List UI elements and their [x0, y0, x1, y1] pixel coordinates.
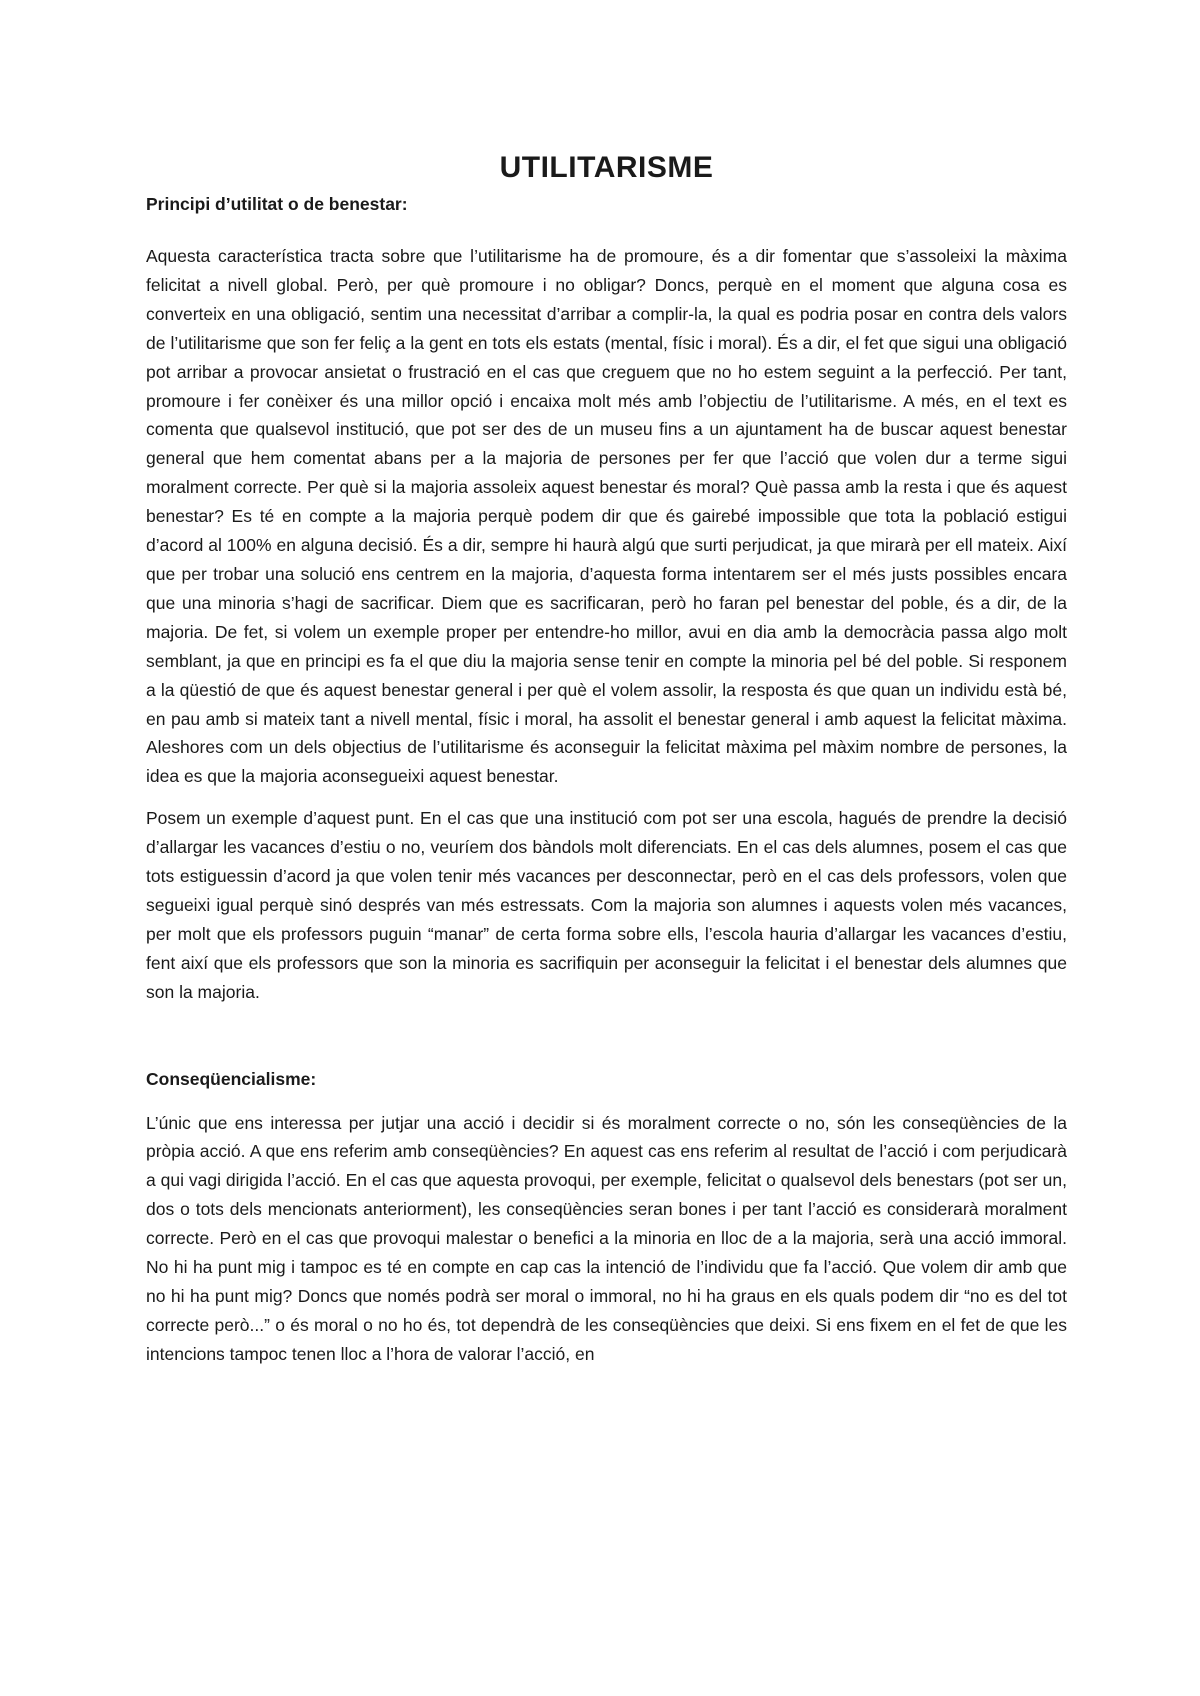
section-heading-consequentialism: Conseqüencialisme: — [146, 1068, 317, 1089]
section-heading-utility-principle: Principi d’utilitat o de benestar: — [146, 194, 408, 214]
paragraph-utility-principle-2: Posem un exemple d’aquest punt. En el cas que una institució com pot ser una escola, hagués de prendre la decisió d’allargar les vacances d’estiu o no, veuríem dos bàndols molt diferenciats. En el cas dels alumnes, posem el cas que tots estiguessin d’acord ja que volen tenir més vacances per desconnectar, però en el cas dels professors, volen que segueixi igual perquè sinó després van més estressats. Com la majoria son alumnes i aquests volen més vacances, per molt que els professors puguin “manar” de certa forma sobre ells, l’escola hauria d’allargar les vacances d’estiu, fent així que els professors que son la minoria es sacrifiquin per aconseguir la felicitat i el benestar dels alumnes que son la majoria. — [146, 808, 1067, 1002]
paragraph-consequentialism-1: L’únic que ens interessa per jutjar una acció i decidir si és moralment correcte o no, són les conseqüències de la pròpia acció. A que ens referim amb conseqüències? En aquest cas ens referim al resultat de l’acció i com perjudicarà a qui vagi dirigida l’acció. En el cas que aquesta provoqui, per exemple, felicitat o qualsevol dels benestars (pot ser un, dos o tots dels mencionats anteriorment), les conseqüències seran bones i per tant l’acció es considerarà moralment correcte. Però en el cas que provoqui malestar o benefici a la minoria en lloc de a la majoria, serà una acció immoral. No hi ha punt mig i tampoc es té en compte en cap cas la intenció de l’individu que fa l’acció. Que volem dir amb que no hi ha punt mig? Doncs que només podrà ser moral o immoral, no hi ha graus en els quals podem dir “no es del tot correcte però...” o és moral o no ho és, tot dependrà de les conseqüències que deixi. Si ens fixem en el fet de que les intencions tampoc tenen lloc a l’hora de valorar l’acció, en — [146, 1112, 1067, 1364]
page-title: UTILITARISME — [499, 151, 714, 184]
paragraph-utility-principle-1: Aquesta característica tracta sobre que l’utilitarisme ha de promoure, és a dir fomentar que s’assoleixi la màxima felicitat a nivell global. Però, per què promoure i no obligar? Doncs, perquè en el moment que alguna cosa es converteix en una obligació, sentim una necessitat d’arribar a complir-la, la qual es podria posar en contra dels valors de l’utilitarisme que son fer feliç a la gent en tots els estats (mental, físic i moral). És a dir, el fet que sigui una obligació pot arribar a provocar ansietat o frustració en el cas que creguem que no ho estem seguint a la perfecció. Per tant, promoure i fer conèixer és una millor opció i encaixa molt més amb l’objectiu de l’utilitarisme. A més, en el text es comenta que qualsevol institució, que pot ser des de un museu fins a un ajuntament ha de buscar aquest benestar general que hem comentat abans per a la majoria de persones per fer que l’acció que volen dur a terme sigui moralment correcte. Per què si la majoria assoleix aquest benestar és moral? Què passa amb la resta i que és aquest benestar? Es té en compte a la majoria perquè podem dir que és gairebé impossible que tota la població estigui d’acord al 100% en alguna decisió. És a dir, sempre hi haurà algú que surti perjudicat, ja que mirarà per ell mateix. Així que per trobar una solució ens centrem en la majoria, d’aquesta forma intentarem ser el més justs possibles encara que una minoria s’hagi de sacrificar. Diem que es sacrificaran, però ho faran pel benestar del poble, és a dir, de la majoria. De fet, si volem un exemple proper per entendre-ho millor, avui en dia amb la democràcia passa algo molt semblant, ja que en principi es fa el que diu la majoria sense tenir en compte la minoria pel bé del poble. Si responem a la qüestió de que és aquest benestar general i per què el volem assolir, la resposta és que quan un individu està bé, en pau amb si mateix tant a nivell mental, físic i moral, ha assolit el benestar general i amb aquest la felicitat màxima. Aleshores com un dels objectius de l’utilitarisme és aconseguir la felicitat màxima pel màxim nombre de persones, la idea es que la majoria aconsegueixi aquest benestar. — [146, 246, 1067, 787]
